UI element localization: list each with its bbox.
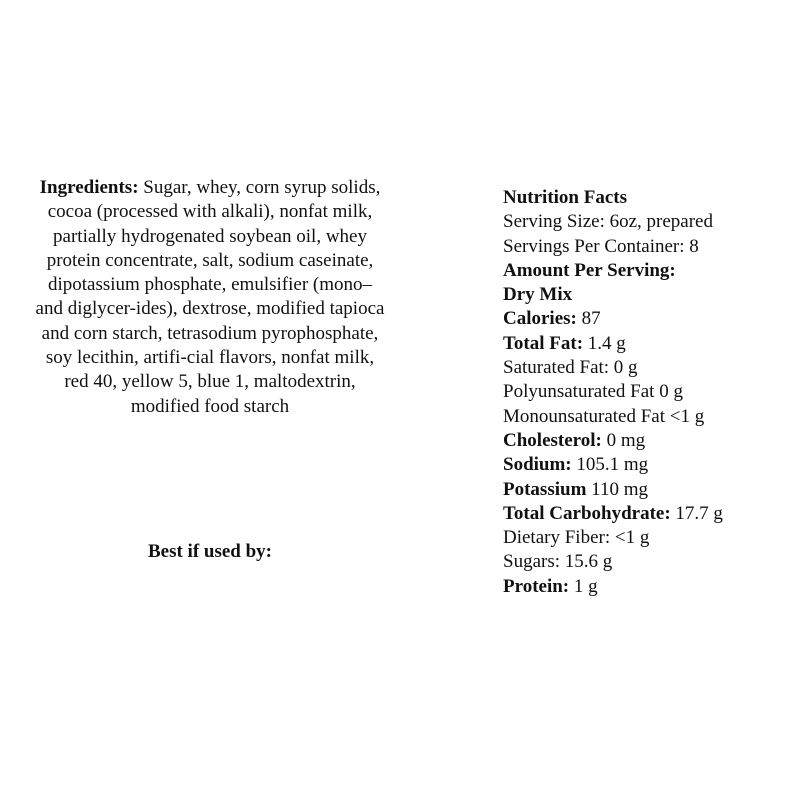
ingredients-block (32, 176, 388, 419)
calories-row (503, 307, 793, 331)
total-fat-value: 1.4 g (583, 332, 626, 354)
sodium-value: 105.1 mg (571, 454, 649, 476)
total-fat-row (503, 332, 793, 356)
potassium-label: Potassium (503, 478, 587, 500)
amount-per-serving: Amount Per Serving: (503, 259, 676, 281)
protein-row (503, 575, 793, 599)
polyunsaturated-fat-row: Polyunsaturated Fat 0 g (503, 381, 683, 403)
nutrition-facts-panel (503, 186, 793, 599)
serving-size: Serving Size: 6oz, prepared (503, 211, 713, 233)
sodium-row (503, 453, 793, 477)
cholesterol-row (503, 429, 793, 453)
sodium-label: Sodium: (503, 454, 572, 476)
calories-value: 87 (576, 308, 601, 330)
nutrition-title: Nutrition Facts (503, 187, 628, 208)
total-carbohydrate-label: Total Carbohydrate: (503, 502, 671, 524)
potassium-value: 110 mg (586, 478, 648, 500)
total-carbohydrate-value: 17.7 g (670, 502, 723, 524)
ingredients-label: Ingredients: (39, 177, 139, 198)
cholesterol-value: 0 mg (601, 429, 646, 451)
best-if-used-by-label: Best if used by: (147, 541, 273, 562)
cholesterol-label: Cholesterol: (503, 429, 602, 451)
protein-value: 1 g (569, 575, 598, 597)
total-fat-label: Total Fat: (503, 332, 584, 354)
total-carbohydrate-row (503, 502, 793, 526)
servings-per-container: Servings Per Container: 8 (503, 235, 699, 257)
sugars-row: Sugars: 15.6 g (503, 551, 613, 573)
potassium-row (503, 478, 793, 502)
dietary-fiber-row: Dietary Fiber: <1 g (503, 527, 650, 549)
saturated-fat-row: Saturated Fat: 0 g (503, 357, 638, 379)
monounsaturated-fat-row: Monounsaturated Fat <1 g (503, 405, 705, 427)
protein-label: Protein: (503, 575, 570, 597)
ingredients-text: Sugar, whey, corn syrup solids, cocoa (processed with alkali), nonfat milk, partially hydrogenated soybean oil, whey protein concentrate, salt, sodium caseinate, dipotassium phosphate, emulsifier (mono– and diglycer-ides), dextrose, modified tapioca and corn starch, tetrasodium pyrophosphate, soy lecithin, artifi-cial flavors, nonfat milk, red 40, yellow 5, blue 1, maltodextrin, modified food starch (35, 177, 385, 417)
calories-label: Calories: (503, 308, 577, 330)
dry-mix-heading: Dry Mix (503, 284, 573, 306)
